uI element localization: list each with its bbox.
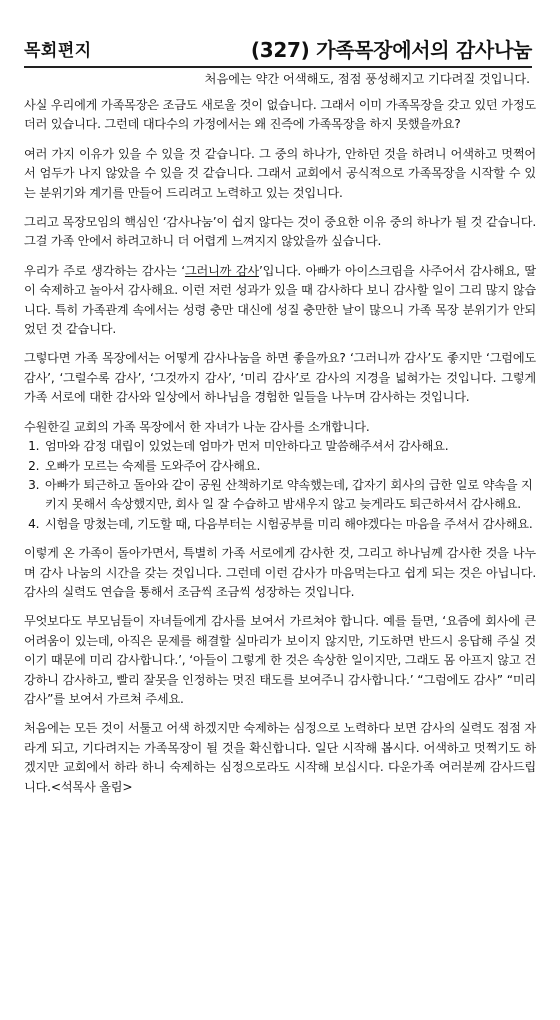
gratitude-list bbox=[24, 437, 536, 534]
paragraph-9: 처음에는 모든 것이 서툴고 어색 하겠지만 숙제하는 심정으로 노력하다 보면 감사의 실력도 점점 자라게 되고, 기다려지는 가족목장이 될 것을 확신합니다. 일단 시작해 봅시다. 어색하고 멋쩍기도 하겠지만 교회에서 하라 하니 숙제하는 심정으로라도 시작해 보십시다. 다운가족 여러분께 감사드립니다.<석목사 올림> bbox=[24, 721, 536, 794]
page-title: (327) 가족목장에서의 감사나눔 bbox=[250, 38, 532, 62]
column-label: 목회편지 bbox=[24, 41, 92, 61]
paragraph-6: 수원한길 교회의 가족 목장에서 한 자녀가 나눈 감사를 소개합니다. bbox=[24, 419, 370, 434]
paragraph-4 bbox=[24, 262, 536, 340]
list-item: 2. 오빠가 모르는 숙제를 도와주어 감사해요. bbox=[43, 457, 536, 476]
paragraph-3: 그리고 목장모임의 핵심인 ‘감사나눔’이 쉽지 않다는 것이 중요한 이유 중의 하나가 될 것 같습니다. 그걸 가족 안에서 하려고하니 더 어렵게 느껴지지 않았을까 싶습니다. bbox=[24, 215, 536, 249]
header-divider bbox=[24, 66, 532, 68]
list-item: 4. 시험을 망쳤는데, 기도할 때, 다음부터는 시험공부를 미리 해야겠다는 마음을 주셔서 감사해요. bbox=[43, 515, 536, 534]
paragraph-4-start: 우리가 주로 생각하는 감사는 ‘ bbox=[24, 263, 185, 278]
paragraph-5: 그렇다면 가족 목장에서는 어떻게 감사나눔을 하면 좋을까요? ‘그러니까 감사’도 좋지만 ‘그럼에도 감사’, ‘그럴수록 감사’, ‘그것까지 감사’, ‘미리 감사’로 감사의 지경을 넓혀가는 것입니다. 그렇게 가족 서로에 대한 감사와 일상에서 하나님을 경험한 일들을 나누며 감사하는 것입니다. bbox=[24, 351, 536, 405]
paragraph-1: 사실 우리에게 가족목장은 조금도 새로울 것이 없습니다. 그래서 이미 가족목장을 갖고 있던 가정도 더러 있습니다. 그런데 대다수의 가정에서는 왜 진즉에 가족목장을 하지 못했을까요? bbox=[24, 98, 536, 132]
list-item: 1. 엄마와 감정 대립이 있었는데 엄마가 먼저 미안하다고 말씀해주셔서 감사해요. bbox=[43, 437, 536, 456]
paragraph-8: 무엇보다도 부모님들이 자녀들에게 감사를 보여서 가르쳐야 합니다. 예를 들면, ‘요즘에 회사에 큰 어려움이 있는데, 아직은 문제를 해결할 실마리가 보이지 않지만, 기도하면 반드시 응답해 주실 것이기 때문에 미리 감사합니다.’, ‘아들이 그렇게 한 것은 속상한 일이지만, 그래도 몸 아프지 않고 건강하니 감사하고, 빨리 잘못을 인정하는 멋진 태도를 보여주니 감사합니다.’ “그럼에도 감사” “미리 감사”를 보여서 가르쳐 주세요. bbox=[24, 614, 536, 706]
header bbox=[24, 30, 532, 64]
paragraph-7: 이렇게 온 가족이 돌아가면서, 특별히 가족 서로에게 감사한 것, 그리고 하나님께 감사한 것을 나누며 감사 나눔의 시간을 갖는 것입니다. 그런데 이런 감사가 마음먹는다고 쉽게 되는 것은 아닙니다. 감사의 실력도 연습을 통해서 조금씩 조금씩 성장하는 것입니다. bbox=[24, 546, 536, 599]
list-item: 3. 아빠가 퇴근하고 돌아와 같이 공원 산책하기로 약속했는데, 갑자기 회사의 급한 일로 약속을 지키지 못해서 속상했지만, 회사 일 잘 수습하고 밤새우지 않고 늦게라도 퇴근하셔서 감사해요. bbox=[43, 476, 536, 515]
letter-body bbox=[24, 96, 536, 807]
underlined-phrase: 그러니까 감사 bbox=[184, 263, 259, 278]
subtitle: 처음에는 약간 어색해도, 점점 풍성해지고 기다려질 것입니다. bbox=[204, 72, 530, 86]
paragraph-4-end: ’입니다. 아빠가 아이스크림을 사주어서 감사해요, 딸이 숙제하고 놀아서 감사해요. 이런 저런 성과가 있을 때 감사하다 보니 감사할 일이 그리 많지 않습니다. 특히 가족관계 속에서는 성령 충만 대신에 성질 충만한 날이 많으니 가족 목장 분위기가 안되었던 것 같습니다. bbox=[24, 263, 537, 337]
paragraph-2: 여러 가지 이유가 있을 수 있을 것 같습니다. 그 중의 하나가, 안하던 것을 하려니 어색하고 멋쩍어서 엄두가 나지 않았을 수 있을 것 같습니다. 그래서 교회에서 공식적으로 가족목장을 시작할 수 있는 분위기와 계기를 만들어 드리려고 노력하고 있는 것입니다. bbox=[24, 146, 536, 200]
